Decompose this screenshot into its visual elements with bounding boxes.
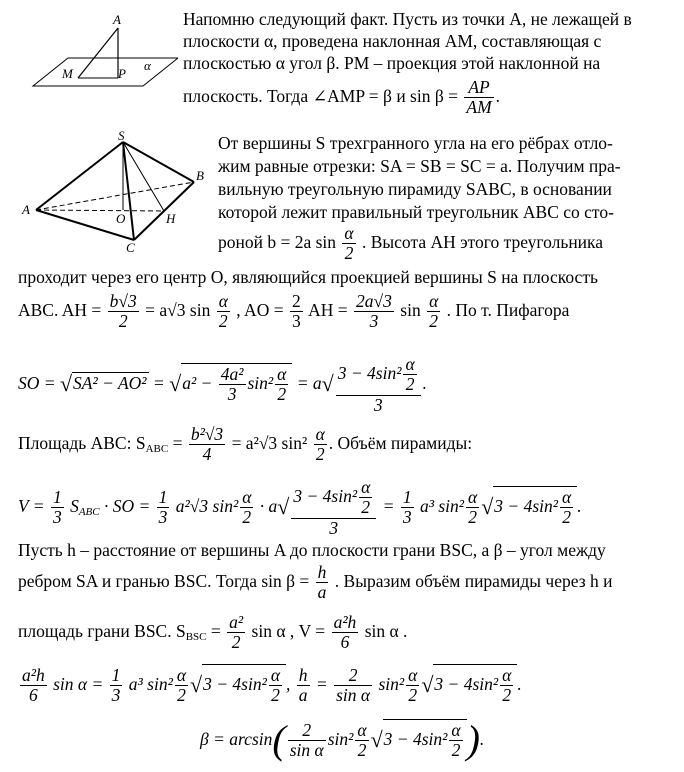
h-line-1: Пусть h – расстояние от вершины A до плоскости грани BSC, а β – угол между bbox=[18, 540, 606, 560]
label-c: C bbox=[126, 240, 135, 255]
h-line-2: ребром SA и гранью BSC. Тогда sin β = $\frac{h}{a}$ . Выразим объём пирамиды через h и bbox=[18, 562, 613, 603]
pyramid-line-1: От вершины S трехгранного угла на его рёбрах отло- bbox=[218, 133, 613, 153]
intro-line-4: плоскость. Тогда ∠AMP = β и sin β = $\frac{AP}{AM}$ . bbox=[183, 77, 501, 118]
pyramid-line-7: ABC. AH = $\frac{b√3}{2}$ = a√3 sin $\frac{\alpha}{2}$ , AO = $\frac{2}{3}$ AH = $\frac{2a√3}{3}$ sin $\frac{\alpha}{2}$ . По т. Пифагора bbox=[18, 291, 570, 332]
intro-line-3: плоскостью α угол β. PM – проекция этой наклонной на bbox=[183, 53, 601, 73]
label-alpha: α bbox=[144, 58, 151, 73]
pyramid-line-4: которой лежит правильный треугольник ABC со сто- bbox=[218, 202, 614, 222]
plane-alpha bbox=[33, 58, 178, 86]
label-p: P bbox=[118, 66, 126, 81]
beta-formula: β = arcsin( $\frac{2}{\text{sin α}}$ sin² $\frac{\alpha}{2}$ √3 − 4sin² $\frac{\alpha}{2}$ ). bbox=[200, 717, 485, 762]
label-s: S bbox=[118, 130, 125, 143]
so-formula: SO = √SA² − AO² = √a² − $\frac{\text{4a²}}{3}$ sin² $\frac{\alpha}{2}$ = a√ 3 − 4sin² $\frac{\alpha}{2}$ 3 . bbox=[18, 354, 428, 415]
segment-am bbox=[78, 28, 118, 78]
volume-formula: V = $\frac{1}{3}$ $S_{ABC}$ · SO = $\frac{1}{3}$ a²√3 sin² $\frac{\alpha}{2}$ · a√ 3 − 4sin² $\frac{\alpha}{2}$ 3 = $\frac{1}{3}$ a³ sin² $\frac{\alpha}{2}$ √3 − 4sin² $\frac{\alpha}{2}$ . bbox=[18, 477, 582, 538]
label-a: A bbox=[113, 12, 121, 27]
intro-line-2: плоскости α, проведена наклонная AM, составляющая с bbox=[183, 31, 602, 51]
label-o: O bbox=[116, 211, 126, 226]
label-a2: A bbox=[22, 202, 30, 217]
label-h: H bbox=[166, 211, 176, 226]
intro-line-1: Напомню следующий факт. Пусть из точки A, не лежащей в bbox=[183, 9, 632, 29]
edge-sa bbox=[36, 142, 123, 210]
label-b: B bbox=[196, 168, 204, 183]
pyramid-figure bbox=[18, 130, 218, 260]
label-m: M bbox=[62, 66, 73, 81]
pyramid-line-6: проходит через его центр O, являющийся проекцией вершины S на плоскость bbox=[18, 267, 598, 287]
area-formula: Площадь ABC: $S_{ABC}$ = $\frac{\text{b²√3}}{4}$ = a²√3 sin² $\frac{\alpha}{2}$ . Объём пирамиды: bbox=[18, 424, 473, 465]
plane-figure bbox=[18, 8, 178, 88]
edge-sb bbox=[123, 142, 194, 182]
h-line-3: площадь грани BSC. $S_{BSC}$ = $\frac{\text{a²}}{2}$ sin α , V = $\frac{\text{a²h}}{6}$ sin α . bbox=[18, 612, 408, 653]
final-equation: $\frac{\text{a²h}}{6}$ sin α = $\frac{1}{3}$ a³ sin² $\frac{\alpha}{2}$ √3 − 4sin² $\frac{\alpha}{2}$ , $\frac{h}{a}$ = $\frac{2}{\text{sin α}}$ sin² $\frac{\alpha}{2}$ √3 − 4sin² $\frac{\alpha}{2}$ . bbox=[22, 665, 522, 706]
height-ah bbox=[36, 210, 164, 211]
pyramid-line-2: жим равные отрезки: SA = SB = SC = a. Получим пра- bbox=[218, 156, 621, 176]
pyramid-line-5: роной b = 2a sin $\frac{\alpha}{2}$ . Высота AH этого треугольника bbox=[218, 223, 604, 264]
pyramid-line-3: вильную треугольную пирамиду SABC, в основании bbox=[218, 179, 612, 199]
